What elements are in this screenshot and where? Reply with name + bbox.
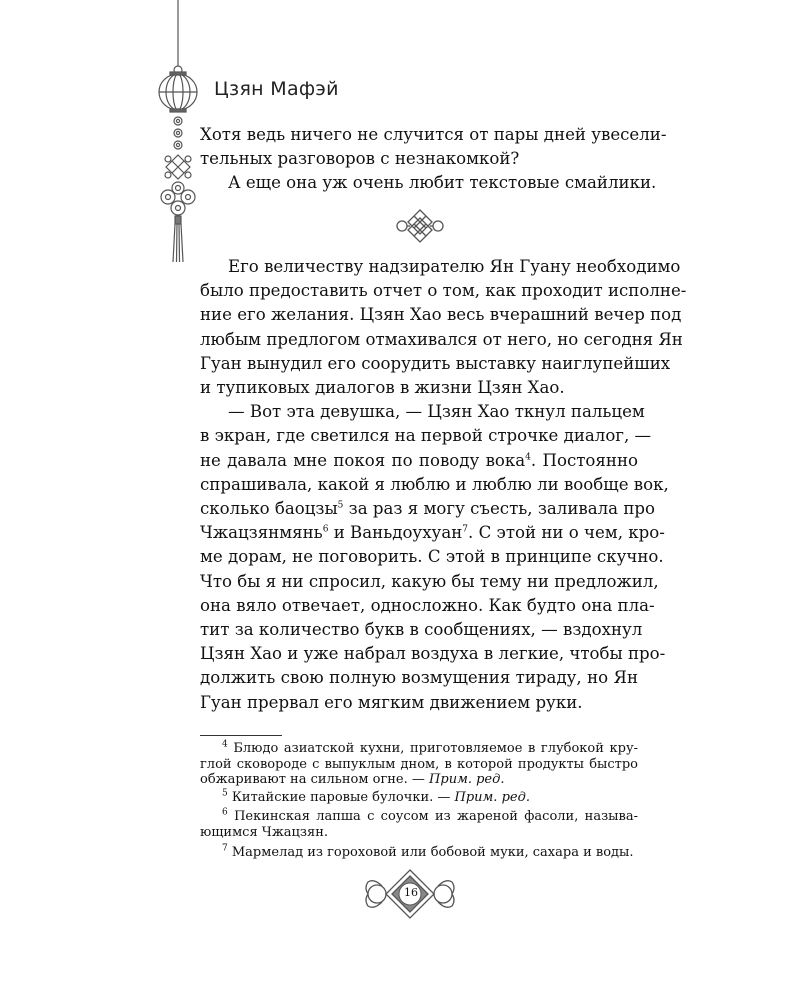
text-line: любым предлогом отмахивался от него, но сегодня Ян xyxy=(200,329,683,349)
text-line: Гуан вынудил его соорудить выставку наиглупейших xyxy=(200,353,671,373)
footnote-separator xyxy=(200,735,282,736)
text-line: не давала мне покоя по поводу вока$^4$. Постоянно xyxy=(200,450,638,470)
text-line: в экран, где светился на первой строчке диалог, — xyxy=(200,426,652,446)
text-line: — Вот эта девушка, — Цзян Хао ткнул пальцем xyxy=(228,402,645,422)
text-line: и тупиковых диалогов в жизни Цзян Хао. xyxy=(200,378,565,398)
text-line: Хотя ведь ничего не случится от пары дней увесели- xyxy=(200,125,667,144)
text-line: тит за количество букв в сообщениях, — вздохнул xyxy=(200,620,643,640)
footnote-ref-4[interactable]: 4 xyxy=(525,452,531,463)
text-line: Гуан прервал его мягким движением руки. xyxy=(200,692,583,712)
page-number: 16 xyxy=(404,886,418,899)
footnote-ref-6[interactable]: 6 xyxy=(322,524,329,535)
footnote-6: $^6$ Пекинская лапша с соусом из жареной фасоли, называ- ющимся Чжацзян. xyxy=(200,807,638,840)
text-line: она вяло отвечает, односложно. Как будто она пла- xyxy=(200,595,655,615)
footnote-ref-5[interactable]: 5 xyxy=(337,500,344,511)
text-line: Что бы я ни спросил, какую бы тему ни предложил, xyxy=(200,571,659,591)
text-line: спрашивала, какой я люблю и люблю ли вообще вок, xyxy=(200,474,669,494)
running-header-author: Цзян Мафэй xyxy=(214,78,339,100)
footnote-ref-7[interactable]: 7 xyxy=(462,524,469,535)
text-line: ние его желания. Цзян Хао весь вчерашний вечер под xyxy=(200,305,682,325)
text-line: А еще она уж очень любит текстовые смайлики. xyxy=(228,173,657,193)
knot-divider-icon xyxy=(392,206,448,246)
text-line: должить свою полную возмущения тираду, но Ян xyxy=(200,668,638,688)
text-block-main xyxy=(200,255,687,715)
text-block-intro xyxy=(200,123,667,196)
footnote-7: $^7$ Мармелад из гороховой или бобовой муки, сахара и воды. xyxy=(222,843,634,860)
footnote-5: $^5$ Китайские паровые булочки. — Прим. ред. xyxy=(222,788,530,805)
text-line: сколько баоцзы$^5$ за раз я могу съесть, заливала про xyxy=(200,499,656,519)
text-line: Его величеству надзирателю Ян Гуану необходимо xyxy=(228,257,681,276)
footnote-4: $^4$ Блюдо азиатской кухни, приготовляемое в глубокой кру- глой сковороде с выпуклым дном, в которой продукты быстро обжаривают на сильном огне. — Прим. ред. xyxy=(200,739,639,788)
text-line: тельных разговоров с незнакомкой? xyxy=(200,149,520,169)
text-line: Чжацзянмянь$^6$ и Ваньдоухуан$^7$. С этой ни о чем, кро- xyxy=(200,523,665,543)
text-line: ме дорам, не поговорить. С этой в принципе скучно. xyxy=(200,547,664,567)
text-line: Цзян Хао и уже набрал воздуха в легкие, чтобы про- xyxy=(200,644,666,664)
text-line: было предоставить отчет о том, как проходит исполне- xyxy=(200,281,687,301)
